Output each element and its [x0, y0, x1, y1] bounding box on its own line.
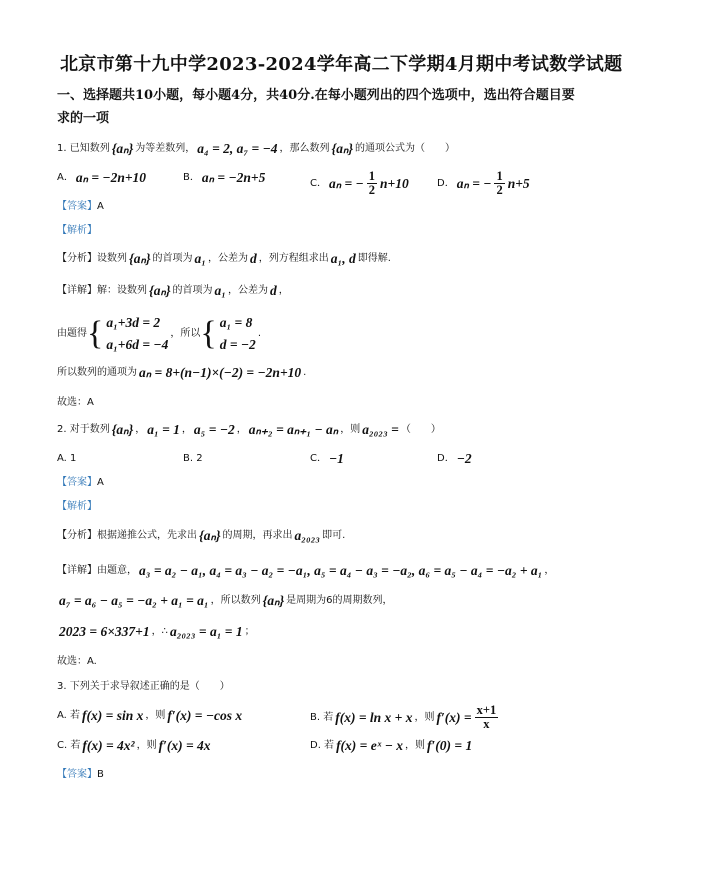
- text-segment: 是周期为6的周期数列，: [286, 595, 393, 606]
- q2-jiexi-label: [57, 499, 97, 515]
- math-expression: f(x) = eˣ − x: [336, 738, 404, 753]
- system-tail: .: [257, 328, 261, 339]
- text-segment: B. 若: [310, 711, 334, 723]
- text-segment: ，公差为: [208, 253, 248, 264]
- text-segment: ，: [236, 424, 247, 435]
- text-segment: 为等差数列，: [135, 143, 196, 154]
- text-segment: 1. 已知数列: [57, 143, 110, 154]
- text-segment: ，∴: [151, 626, 168, 637]
- text-segment: .: [303, 367, 307, 378]
- text-segment: （ ）: [400, 424, 441, 435]
- text-segment: 故选：A: [57, 397, 94, 408]
- math-expression: {aₙ}: [111, 141, 134, 156]
- q1-option-d: [437, 170, 532, 197]
- q3-answer: [57, 767, 104, 783]
- section-header-line1: 一、选择题共10小题，每小题4分，共40分.在每小题列出的四个选项中，选出符合题目要: [57, 88, 575, 103]
- text-segment: 所以数列的通项为: [57, 367, 137, 378]
- math-expression: d: [270, 283, 277, 298]
- equation: d = −2: [219, 337, 256, 352]
- q2-detail-line2: [57, 593, 393, 609]
- fraction: [494, 170, 504, 197]
- text-segment: 的周期，再求出: [222, 530, 293, 541]
- section-header-line2: 求的一项: [57, 111, 110, 126]
- math-expression: a₇ = a₆ − a₅ = −a₂ + a₁ = a₁: [59, 593, 209, 608]
- q1-stem: [57, 141, 455, 157]
- text-segment: 【分析】根据递推公式，先求出: [57, 530, 197, 541]
- math-expression: {aₙ}: [149, 283, 171, 298]
- text-segment: ，: [278, 285, 289, 296]
- denominator: x: [483, 717, 490, 731]
- text-segment: ，则: [145, 710, 166, 721]
- text-segment: ，: [544, 565, 555, 576]
- q1-analysis: [57, 251, 391, 267]
- fraction: [475, 704, 499, 731]
- math-expression: d: [250, 251, 257, 266]
- q3-option-c: [57, 738, 213, 754]
- math-expression: aₙ = −2n+5: [201, 170, 266, 185]
- text-segment: ，列方程组求出: [258, 253, 329, 264]
- equation: a₁ = 8: [219, 315, 253, 330]
- text-segment: A: [97, 201, 104, 212]
- text-segment: ，: [181, 424, 192, 435]
- math-expression: a₅ = −2: [193, 422, 235, 437]
- math-expression: {aₙ}: [331, 141, 354, 156]
- numerator: x+1: [476, 703, 497, 717]
- math-expression: aₙ₊₂ = aₙ₊₁ − aₙ: [248, 422, 339, 437]
- text-segment: 【详解】解：设数列: [57, 285, 147, 296]
- equation-system-1: [87, 312, 170, 356]
- system-lead: 由题得: [57, 328, 87, 339]
- math-expression: f′(x) = −cos x: [167, 708, 243, 723]
- math-expression: {aₙ}: [129, 251, 151, 266]
- brace-icon: {: [200, 315, 217, 352]
- q3-option-d: [310, 738, 474, 754]
- q1-answer: [57, 199, 104, 215]
- text-segment: 【分析】设数列: [57, 253, 127, 264]
- math-expression: f(x) = sin x: [82, 708, 144, 723]
- text-segment: ，所以数列: [210, 595, 261, 606]
- math-expression: aₙ = 8+(n−1)×(−2) = −2n+10: [139, 365, 302, 380]
- text-segment: ，则: [414, 711, 435, 723]
- text-segment: ，: [135, 424, 146, 435]
- text-segment: ，则: [405, 740, 426, 751]
- text-segment: B．: [183, 172, 200, 183]
- equation: a₁+6d = −4: [106, 337, 169, 352]
- q2-detail-line3: [57, 624, 255, 640]
- math-expression: f′(x) = 4x: [158, 738, 211, 753]
- math-expression: a₁ = 1: [147, 422, 180, 437]
- system-mid: ，所以: [170, 328, 201, 339]
- q1-choose: [57, 395, 94, 411]
- q2-analysis: [57, 528, 345, 544]
- text-segment: 即得解.: [357, 253, 391, 264]
- text-segment: A. 若: [57, 710, 81, 721]
- text-segment: 的通项公式为（ ）: [355, 143, 456, 154]
- q2-option-d: [437, 451, 474, 467]
- text-segment: C．: [310, 177, 327, 189]
- math-expression: n+5: [507, 175, 530, 191]
- text-segment: ，那么数列: [279, 143, 330, 154]
- text-segment: 即可.: [322, 530, 346, 541]
- math-expression: {aₙ}: [111, 422, 134, 437]
- q3-option-b: [310, 704, 499, 731]
- math-expression: f(x) = ln x + x: [335, 709, 413, 725]
- text-segment: D. 若: [310, 740, 335, 751]
- text-segment: C．: [310, 453, 327, 464]
- math-expression: {aₙ}: [199, 528, 221, 543]
- text-segment: 故选：A.: [57, 656, 97, 667]
- math-expression: f′(0) = 1: [427, 738, 473, 753]
- q1-jiexi-label: [57, 223, 97, 239]
- numerator: 1: [496, 169, 503, 183]
- text-segment: ；: [244, 626, 255, 637]
- text-segment: A. 1: [57, 453, 77, 464]
- text-segment: ，则: [136, 740, 157, 751]
- fraction: [367, 170, 377, 197]
- q2-option-c: [310, 451, 346, 467]
- math-expression: a₄ = 2, a₇ = −4: [197, 141, 278, 156]
- math-expression: a₁: [194, 251, 206, 266]
- math-expression: a₁: [214, 283, 226, 298]
- text-segment: 3. 下列关于求导叙述正确的是（ ）: [57, 681, 230, 692]
- section-label: 【答案】: [57, 477, 97, 488]
- q2-option-b: [183, 451, 203, 467]
- q1-system: [57, 312, 261, 356]
- math-expression: 2023 = 6×337+1: [59, 624, 150, 639]
- math-expression: −1: [328, 451, 344, 466]
- q2-stem: [57, 422, 441, 438]
- q2-detail: [57, 563, 554, 579]
- text-segment: 的首项为: [152, 253, 193, 264]
- text-segment: D．: [437, 453, 455, 464]
- text-segment: D．: [437, 177, 455, 189]
- math-expression: a₂₀₂₃ =: [362, 422, 399, 437]
- text-segment: C. 若: [57, 740, 81, 751]
- section-label: 【解析】: [57, 501, 97, 512]
- math-expression: aₙ = −2n+10: [75, 170, 147, 185]
- text-segment: A．: [57, 172, 74, 183]
- math-expression: aₙ = −: [456, 175, 492, 191]
- text-segment: 【详解】由题意，: [57, 565, 137, 576]
- math-expression: a₃ = a₂ − a₁, a₄ = a₃ − a₂ = −a₁, a₅ = a₄ − a₃ = −a₂, a₆ = a₅ − a₄ = −a₂ + a₁: [139, 563, 543, 578]
- q2-choose: [57, 654, 97, 670]
- q2-option-a: [57, 451, 76, 467]
- text-segment: ，则: [340, 424, 361, 435]
- math-expression: a₂₀₂₃: [294, 528, 321, 543]
- math-expression: f′(x) =: [436, 709, 472, 725]
- page-title: 北京市第十九中学2023-2024学年高二下学期4月期中考试数学试题: [60, 54, 623, 75]
- section-label: 【答案】: [57, 769, 97, 780]
- q2-answer: [57, 475, 104, 491]
- math-expression: {aₙ}: [262, 593, 285, 608]
- math-expression: n+10: [380, 175, 409, 191]
- text-segment: B: [97, 769, 104, 780]
- text-segment: B. 2: [183, 453, 203, 464]
- section-label: 【答案】: [57, 201, 97, 212]
- equation: a₁+3d = 2: [106, 315, 161, 330]
- section-label: 【解析】: [57, 225, 97, 236]
- text-segment: A: [97, 477, 104, 488]
- math-expression: a₂₀₂₃ = a₁ = 1: [169, 624, 243, 639]
- q1-option-b: [183, 170, 267, 186]
- text-segment: 的首项为: [172, 285, 213, 296]
- text-segment: ，公差为: [228, 285, 268, 296]
- q1-option-a: [57, 170, 148, 186]
- math-expression: −2: [456, 451, 472, 466]
- equation-system-2: [200, 312, 257, 356]
- q1-detail: [57, 283, 289, 299]
- numerator: 1: [368, 169, 375, 183]
- text-segment: 2. 对于数列: [57, 424, 110, 435]
- math-expression: f(x) = 4x²: [82, 738, 135, 753]
- q3-stem: [57, 679, 230, 695]
- q1-general-term: [57, 365, 306, 381]
- math-expression: aₙ = −: [328, 175, 364, 191]
- denominator: 2: [496, 183, 503, 197]
- math-expression: a₁, d: [330, 251, 356, 266]
- brace-icon: {: [87, 315, 104, 352]
- denominator: 2: [368, 183, 375, 197]
- q3-option-a: [57, 708, 244, 724]
- q1-option-c: [310, 170, 411, 197]
